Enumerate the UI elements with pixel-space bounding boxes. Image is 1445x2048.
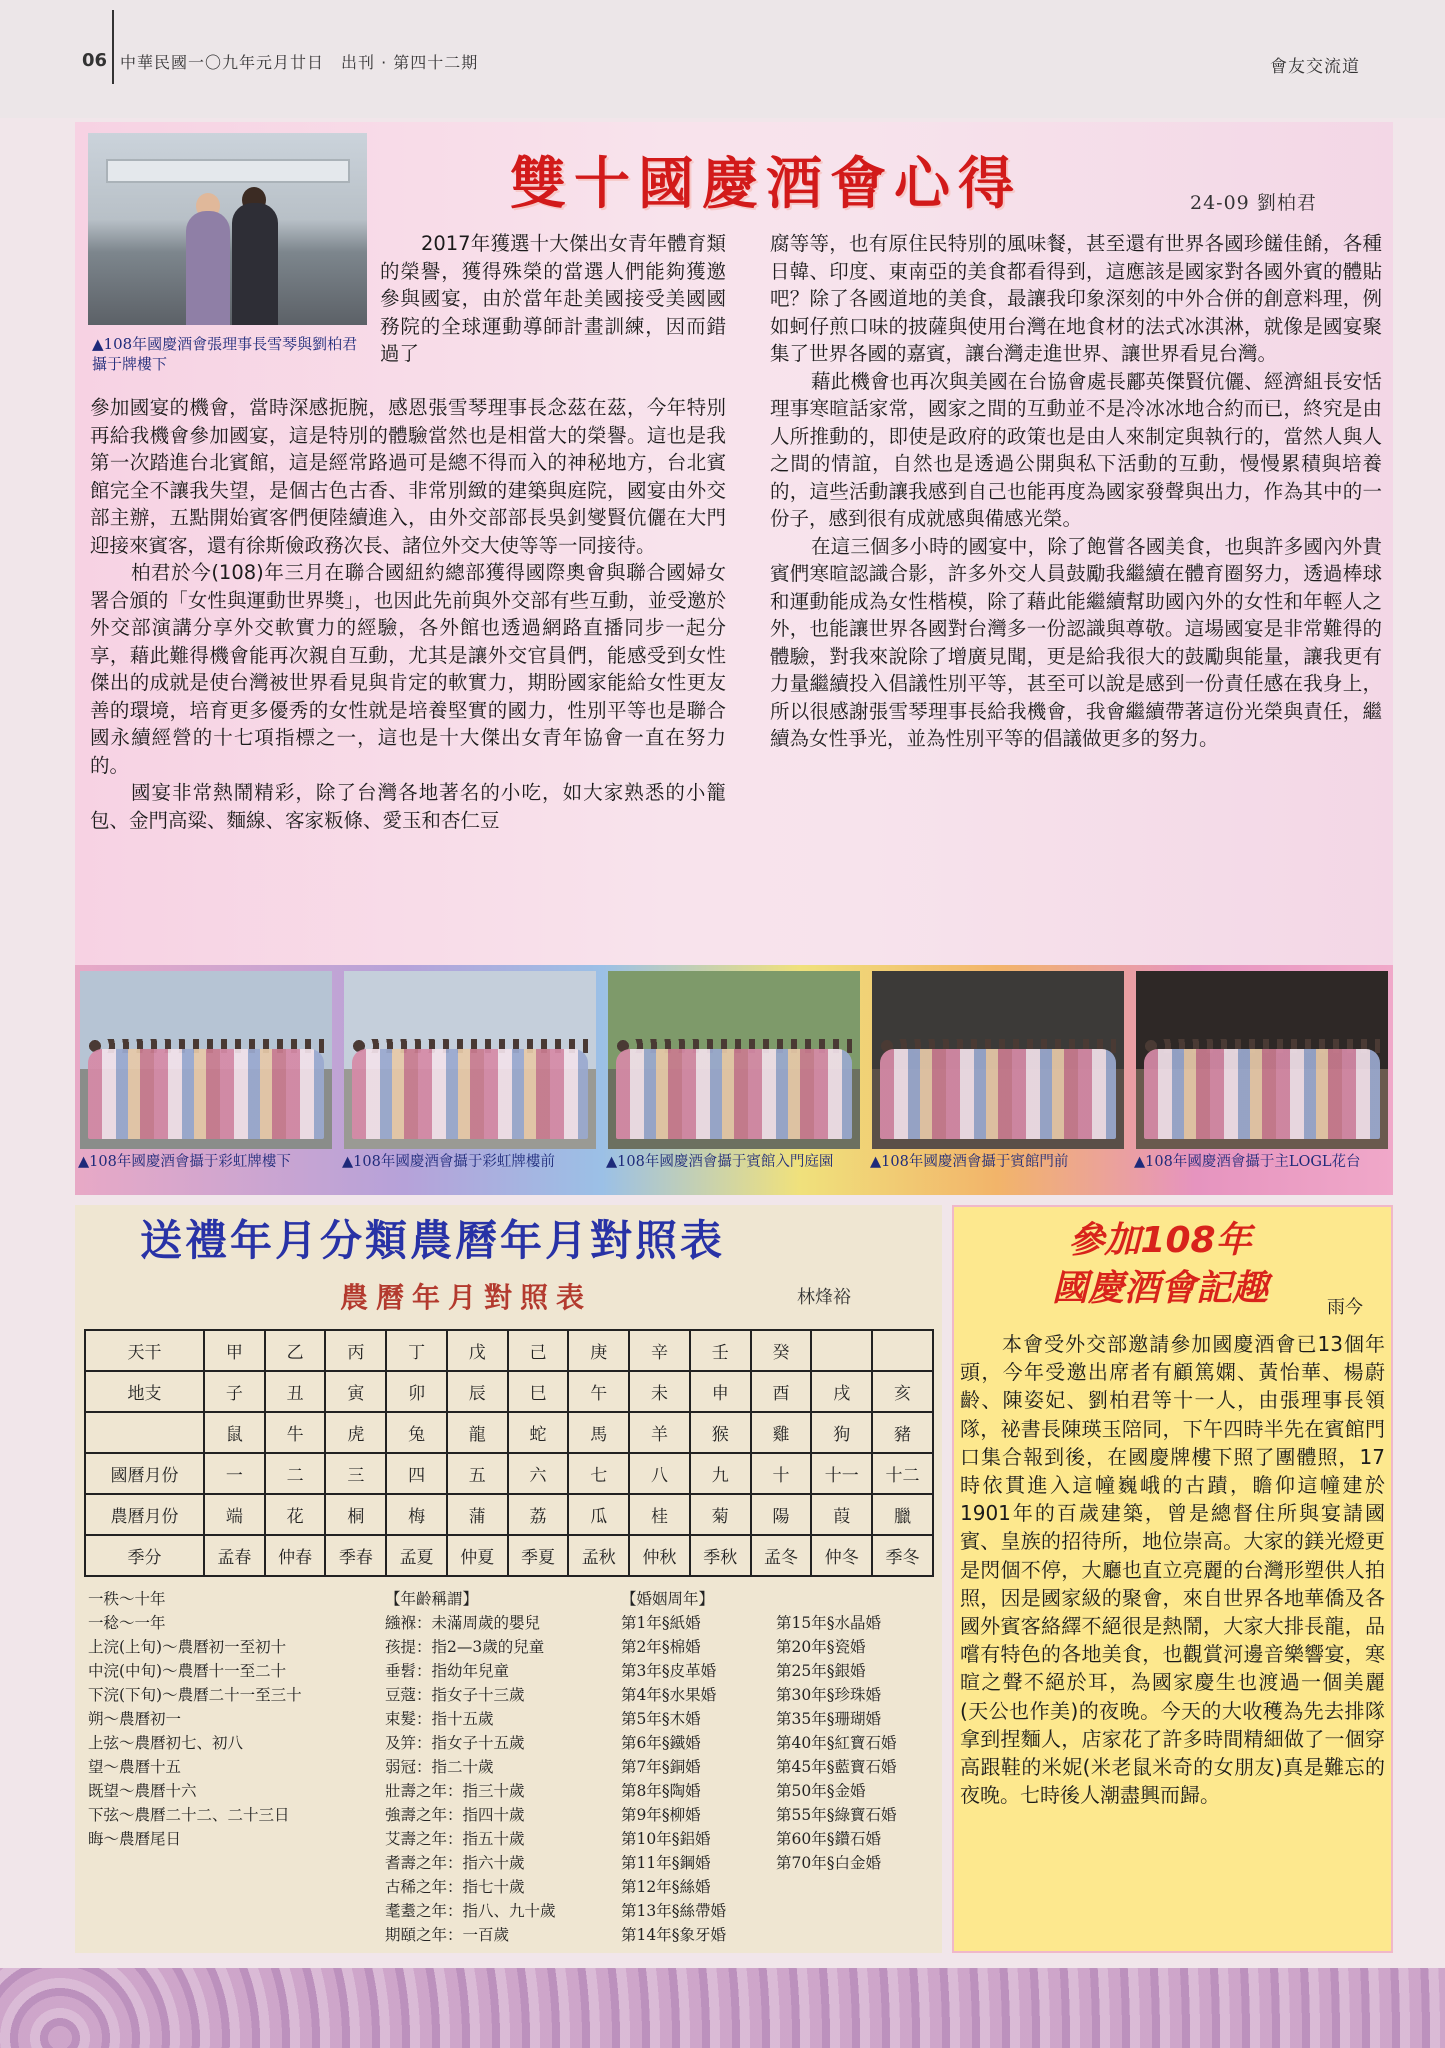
group-photo — [1136, 971, 1388, 1149]
list-item: 第60年§鑽石婚 — [776, 1830, 881, 1848]
list-item: 弱冠：指二十歲 — [385, 1758, 494, 1776]
table-cell: 馬 — [568, 1412, 629, 1453]
table-cell: 丑 — [265, 1371, 326, 1412]
table-cell: 牛 — [265, 1412, 326, 1453]
photo-caption: ▲108年國慶酒會攝于彩虹牌樓下 — [78, 1154, 291, 1170]
table-cell — [872, 1330, 933, 1371]
table-cell: 仲夏 — [447, 1535, 508, 1576]
list-item: 第6年§鐵婚 — [621, 1734, 701, 1752]
list-item: 下浣(下旬)～農曆二十一至三十 — [88, 1686, 302, 1704]
section-name: 會友交流道 — [1270, 57, 1360, 77]
list-item: 上弦～農曆初七、初八 — [88, 1734, 244, 1752]
table-cell: 葭 — [811, 1494, 872, 1535]
table-cell: 季春 — [325, 1535, 386, 1576]
table-cell: 花 — [265, 1494, 326, 1535]
table-cell: 菊 — [690, 1494, 751, 1535]
table-cell: 亥 — [872, 1371, 933, 1412]
list-item: 第70年§白金婚 — [776, 1854, 881, 1872]
list-item: 第10年§鋁婚 — [621, 1830, 711, 1848]
table-cell: 仲秋 — [629, 1535, 690, 1576]
list-item: 豆蔻：指女子十三歲 — [385, 1686, 525, 1704]
table-cell: 蛇 — [508, 1412, 569, 1453]
table-cell: 丙 — [325, 1330, 386, 1371]
table-cell: 寅 — [325, 1371, 386, 1412]
table-cell: 十 — [751, 1453, 812, 1494]
list-item — [776, 1587, 946, 1611]
paragraph: 參加國宴的機會，當時深感扼腕，感恩張雪琴理事長念茲在茲，今年特別再給我機會參加國宴，這是特別的體驗當然也是相當大的榮譽。這也是我第一次踏進台北賓館，這是經常路過可是總不得而入的神秘地方，台北賓館完全不讓我失望，是個古色古香、非常別緻的建築與庭院，國宴由外交部主辦，五點開始賓客們便陸續進入，由外交部部長吳釗燮賢伉儷在大門迎接來賓客，還有徐斯儉政務次長、諸位外交大使等等一同接待。 — [90, 396, 726, 557]
table-cell: 乙 — [265, 1330, 326, 1371]
list-item: 第40年§紅寶石婚 — [776, 1734, 897, 1752]
table-cell: 卯 — [386, 1371, 447, 1412]
list-item: 既望～農曆十六 — [88, 1782, 197, 1800]
list-item: 第1年§紙婚 — [621, 1614, 701, 1632]
table-cell: 五 — [447, 1453, 508, 1494]
decorative-footer — [0, 1968, 1445, 2048]
list-item: 第9年§柳婚 — [621, 1806, 701, 1824]
list-item: 【年齡稱謂】 — [385, 1590, 479, 1608]
paragraph: 腐等等，也有原住民特別的風味餐，甚至還有世界各國珍饈佳餚，各種日韓、印度、東南亞的美食都看得到，這應該是國家對各國外賓的體貼吧？除了各國道地的美食，最讓我印象深刻的中外合併的創意料理，例如蚵仔煎口味的披薩與使用台灣在地食材的法式冰淇淋，就像是國宴聚集了世界各國的嘉賓，讓台灣走進世界、讓世界看見台灣。 — [770, 232, 1382, 365]
table-cell: 孟夏 — [386, 1535, 447, 1576]
table-cell: 豬 — [872, 1412, 933, 1453]
table-cell: 十二 — [872, 1453, 933, 1494]
table-cell: 三 — [325, 1453, 386, 1494]
side-article-title-line1: 參加108年 — [1068, 1220, 1252, 1261]
table-cell: 羊 — [629, 1412, 690, 1453]
table-cell: 猴 — [690, 1412, 751, 1453]
table-row — [85, 1330, 933, 1371]
list-item: 第15年§水晶婚 — [776, 1614, 881, 1632]
list-item: 中浣(中旬)～農曆十一至二十 — [88, 1662, 287, 1680]
calendar-terms-list — [88, 1587, 388, 1851]
list-item: 晦～農曆尾日 — [88, 1830, 182, 1848]
group-photo — [872, 971, 1124, 1149]
row-header: 季分 — [85, 1535, 204, 1576]
table-cell: 荔 — [508, 1494, 569, 1535]
article-author: 24-09 劉柏君 — [1190, 192, 1317, 214]
page-number: 06 — [82, 50, 108, 71]
table-cell: 龍 — [447, 1412, 508, 1453]
row-header: 地支 — [85, 1371, 204, 1412]
table-cell: 癸 — [751, 1330, 812, 1371]
article-column-b — [770, 230, 1382, 753]
table-cell: 孟秋 — [568, 1535, 629, 1576]
person-figure — [186, 211, 230, 325]
list-item: 第50年§金婚 — [776, 1782, 866, 1800]
list-item: 垂髫：指幼年兒童 — [385, 1662, 510, 1680]
table-cell: 辛 — [629, 1330, 690, 1371]
anniversary-list-1 — [621, 1587, 771, 1947]
row-header — [85, 1412, 204, 1453]
table-row — [85, 1412, 933, 1453]
table-cell: 庚 — [568, 1330, 629, 1371]
table-cell: 季秋 — [690, 1535, 751, 1576]
table-cell: 甲 — [204, 1330, 265, 1371]
table-cell: 九 — [690, 1453, 751, 1494]
table-article-title: 送禮年月分類農曆年月對照表 — [140, 1216, 726, 1265]
photo-caption: ▲108年國慶酒會攝于賓館門前 — [870, 1154, 1069, 1170]
table-row — [85, 1494, 933, 1535]
list-item: 繈褓：未滿周歲的嬰兒 — [385, 1614, 541, 1632]
list-item: 第4年§水果婚 — [621, 1686, 717, 1704]
side-article-title-line2: 國慶酒會記趣 — [1051, 1268, 1268, 1309]
table-subtitle: 農曆年月對照表 — [340, 1281, 593, 1314]
list-item: 第13年§絲帶婚 — [621, 1902, 726, 1920]
table-cell: 丁 — [386, 1330, 447, 1371]
table-cell: 申 — [690, 1371, 751, 1412]
table-cell: 桐 — [325, 1494, 386, 1535]
table-cell: 雞 — [751, 1412, 812, 1453]
paragraph: 柏君於今(108)年三月在聯合國紐約總部獲得國際奧會與聯合國婦女署合頒的「女性與運動世界獎」，也因此先前與外交部有些互動，並受邀於外交部演講分享外交軟實力的經驗，各外館也透過網路直播同步一起分享，藉此難得機會能再次親自互動，尤其是讓外交官員們，能感受到女性傑出的成就是使台灣被世界看見與肯定的軟實力，期盼國家能給女性更友善的環境，培育更多優秀的女性就是培養堅實的國力，性別平等也是聯合國永續經營的十七項指標之一，這也是十大傑出女青年協會一直在努力的。 — [90, 561, 726, 777]
list-item: 強壽之年：指四十歲 — [385, 1806, 525, 1824]
list-item: 第7年§銅婚 — [621, 1758, 701, 1776]
list-item: 朔～農曆初一 — [88, 1710, 182, 1728]
table-cell: 季夏 — [508, 1535, 569, 1576]
issue-line: 中華民國一〇九年元月廿日 出刊 · 第四十二期 — [120, 53, 479, 72]
side-article-author: 雨今 — [1327, 1297, 1363, 1318]
photo-caption: ▲108年國慶酒會攝于主LOGL花台 — [1134, 1154, 1361, 1170]
list-item: 第3年§皮革婚 — [621, 1662, 717, 1680]
table-cell: 仲冬 — [811, 1535, 872, 1576]
list-item: 耆壽之年：指六十歲 — [385, 1854, 525, 1872]
table-cell: 一 — [204, 1453, 265, 1494]
table-cell: 子 — [204, 1371, 265, 1412]
article-photo — [88, 133, 367, 325]
anniversary-list-2 — [776, 1587, 946, 1875]
header-divider — [112, 10, 114, 84]
lunar-calendar-table — [84, 1329, 934, 1577]
article-column-a — [90, 394, 726, 834]
list-item: 上浣(上旬)～農曆初一至初十 — [88, 1638, 287, 1656]
list-item: 【婚姻周年】 — [621, 1590, 715, 1608]
list-item: 第30年§珍珠婚 — [776, 1686, 881, 1704]
photo-strip — [75, 965, 1393, 1195]
table-cell: 孟冬 — [751, 1535, 812, 1576]
list-item: 第11年§鋼婚 — [621, 1854, 711, 1872]
crowd — [616, 1049, 852, 1139]
table-row — [85, 1535, 933, 1576]
table-cell: 二 — [265, 1453, 326, 1494]
crowd — [88, 1049, 324, 1139]
photo-caption: ▲108年國慶酒會張理事長雪琴與劉柏君攝于牌樓下 — [92, 335, 358, 373]
list-item: 期頤之年：一百歲 — [385, 1926, 510, 1944]
table-cell: 蒲 — [447, 1494, 508, 1535]
list-item: 束髮：指十五歲 — [385, 1710, 494, 1728]
table-cell: 六 — [508, 1453, 569, 1494]
list-item: 一稔～一年 — [88, 1614, 166, 1632]
table-cell: 七 — [568, 1453, 629, 1494]
table-cell: 八 — [629, 1453, 690, 1494]
table-cell: 鼠 — [204, 1412, 265, 1453]
table-cell — [811, 1330, 872, 1371]
photo-caption: ▲108年國慶酒會攝于賓館入門庭園 — [606, 1154, 834, 1170]
article-column-a-top — [380, 230, 726, 368]
paragraph: 本會受外交部邀請參加國慶酒會已13個年頭，今年受邀出席者有顧篤嫻、黃怡華、楊蔚齡、陳姿妃、劉柏君等十一人，由張理事長領隊，祕書長陳瑛玉陪同，下午四時半先在賓館門口集合報到後，在國慶牌樓下照了團體照，17時依貫進入這幢巍峨的古蹟，瞻仰這幢建於1901年的百歲建築，曾是總督住所與宴請國賓、皇族的招待所，地位崇高。大家的鎂光燈更是閃個不停，大廳也直立亮麗的台灣形塑供人拍照，因是國家級的聚會，來自世界各地華僑及各國外賓客絡繹不絕很是熱鬧，大家大排長龍，品嚐有特色的各地美食，也觀賞河邊音樂響宴，寒暄之聲不絕於耳，為國家慶生也渡過一個美麗(天公也作美)的夜晚。今天的大收穫為先去排隊拿到捏麵人，店家花了許多時間精細做了一個穿高跟鞋的米妮(米老鼠米奇的女朋友)真是難忘的夜晚。七時後人潮盡興而歸。 — [960, 1332, 1385, 1808]
article-title: 雙十國慶酒會心得 — [510, 151, 1022, 217]
table-cell: 未 — [629, 1371, 690, 1412]
list-item: 壯壽之年：指三十歲 — [385, 1782, 525, 1800]
table-cell: 戊 — [447, 1330, 508, 1371]
list-item: 第55年§綠寶石婚 — [776, 1806, 897, 1824]
table-cell: 四 — [386, 1453, 447, 1494]
table-cell: 仲春 — [265, 1535, 326, 1576]
list-item: 艾壽之年：指五十歲 — [385, 1830, 525, 1848]
paragraph: 國宴非常熱鬧精彩，除了台灣各地著名的小吃，如大家熟悉的小籠包、金門高粱、麵線、客家粄條、愛玉和杏仁豆 — [90, 781, 726, 832]
list-item: 望～農曆十五 — [88, 1758, 182, 1776]
list-item: 第8年§陶婚 — [621, 1782, 701, 1800]
crowd — [880, 1049, 1116, 1139]
table-cell: 己 — [508, 1330, 569, 1371]
table-cell: 酉 — [751, 1371, 812, 1412]
paragraph: 藉此機會也再次與美國在台協會處長酈英傑賢伉儷、經濟組長安恬理事寒暄話家常，國家之間的互動並不是冷冰冰地合約而已，終究是由人所推動的，即使是政府的政策也是由人來制定與執行的，當然人與人之間的情誼，自然也是透過公開與私下活動的互動，慢慢累積與培養的，這些活動讓我感到自己也能再度為國家發聲與出力，作為其中的一份子，感到很有成就感與備感光榮。 — [770, 369, 1382, 530]
table-cell: 桂 — [629, 1494, 690, 1535]
table-cell: 臘 — [872, 1494, 933, 1535]
list-item: 第25年§銀婚 — [776, 1662, 866, 1680]
table-cell: 陽 — [751, 1494, 812, 1535]
group-photo — [608, 971, 860, 1149]
list-item: 第2年§棉婚 — [621, 1638, 701, 1656]
table-cell: 虎 — [325, 1412, 386, 1453]
row-header: 國曆月份 — [85, 1453, 204, 1494]
crowd — [352, 1049, 588, 1139]
table-cell: 瓜 — [568, 1494, 629, 1535]
paragraph: 在這三個多小時的國宴中，除了飽嘗各國美食，也與許多國內外貴賓們寒暄認識合影，許多外交人員鼓勵我繼續在體育圈努力，透過棒球和運動能成為女性楷模，除了藉此能繼續幫助國內外的女性和年輕人之外，也能讓世界各國對台灣多一份認識與尊敬。這場國宴是非常難得的體驗，對我來說除了增廣見聞，更是給我很大的鼓勵與能量，讓我更有力量繼續投入倡議性別平等，甚至可以說是感到一份責任感在我身上，所以很感謝張雪琴理事長給我機會，我會繼續帶著這份光榮與責任，繼續為女性爭光，並為性別平等的倡議做更多的努力。 — [770, 534, 1382, 750]
table-author: 林烽裕 — [797, 1287, 851, 1308]
list-item: 第20年§瓷婚 — [776, 1638, 866, 1656]
list-item: 第5年§木婚 — [621, 1710, 701, 1728]
group-photo — [80, 971, 332, 1149]
list-item: 第45年§藍寶石婚 — [776, 1758, 897, 1776]
table-cell: 午 — [568, 1371, 629, 1412]
table-cell: 季冬 — [872, 1535, 933, 1576]
crowd — [1144, 1049, 1380, 1139]
table-cell: 十一 — [811, 1453, 872, 1494]
table-row — [85, 1371, 933, 1412]
list-item: 孩提：指2—3歲的兒童 — [385, 1638, 545, 1656]
table-cell: 狗 — [811, 1412, 872, 1453]
table-cell: 兔 — [386, 1412, 447, 1453]
list-item: 耄耋之年：指八、九十歲 — [385, 1902, 556, 1920]
table-cell: 端 — [204, 1494, 265, 1535]
age-terms-list — [385, 1587, 615, 1947]
table-cell: 戌 — [811, 1371, 872, 1412]
table-row — [85, 1453, 933, 1494]
group-photo — [344, 971, 596, 1149]
photo-caption: ▲108年國慶酒會攝于彩虹牌樓前 — [342, 1154, 555, 1170]
list-item: 下弦～農曆二十二、二十三日 — [88, 1806, 290, 1824]
table-cell: 壬 — [690, 1330, 751, 1371]
archway-shape — [106, 159, 350, 183]
list-item: 及笄：指女子十五歲 — [385, 1734, 525, 1752]
table-cell: 孟春 — [204, 1535, 265, 1576]
list-item: 第12年§絲婚 — [621, 1878, 711, 1896]
list-item: 一秩～十年 — [88, 1590, 166, 1608]
list-item: 古稀之年：指七十歲 — [385, 1878, 525, 1896]
paragraph: 2017年獲選十大傑出女青年體育類的榮譽，獲得殊榮的當選人們能夠獲邀參與國宴，由於當年赴美國接受美國國務院的全球運動導師計畫訓練，因而錯過了 — [380, 232, 726, 365]
person-figure — [232, 203, 278, 325]
table-cell: 辰 — [447, 1371, 508, 1412]
row-header: 農曆月份 — [85, 1494, 204, 1535]
row-header: 天干 — [85, 1330, 204, 1371]
list-item: 第35年§珊瑚婚 — [776, 1710, 881, 1728]
side-article-body — [960, 1330, 1385, 1809]
table-cell: 巳 — [508, 1371, 569, 1412]
table-cell: 梅 — [386, 1494, 447, 1535]
list-item: 第14年§象牙婚 — [621, 1926, 726, 1944]
